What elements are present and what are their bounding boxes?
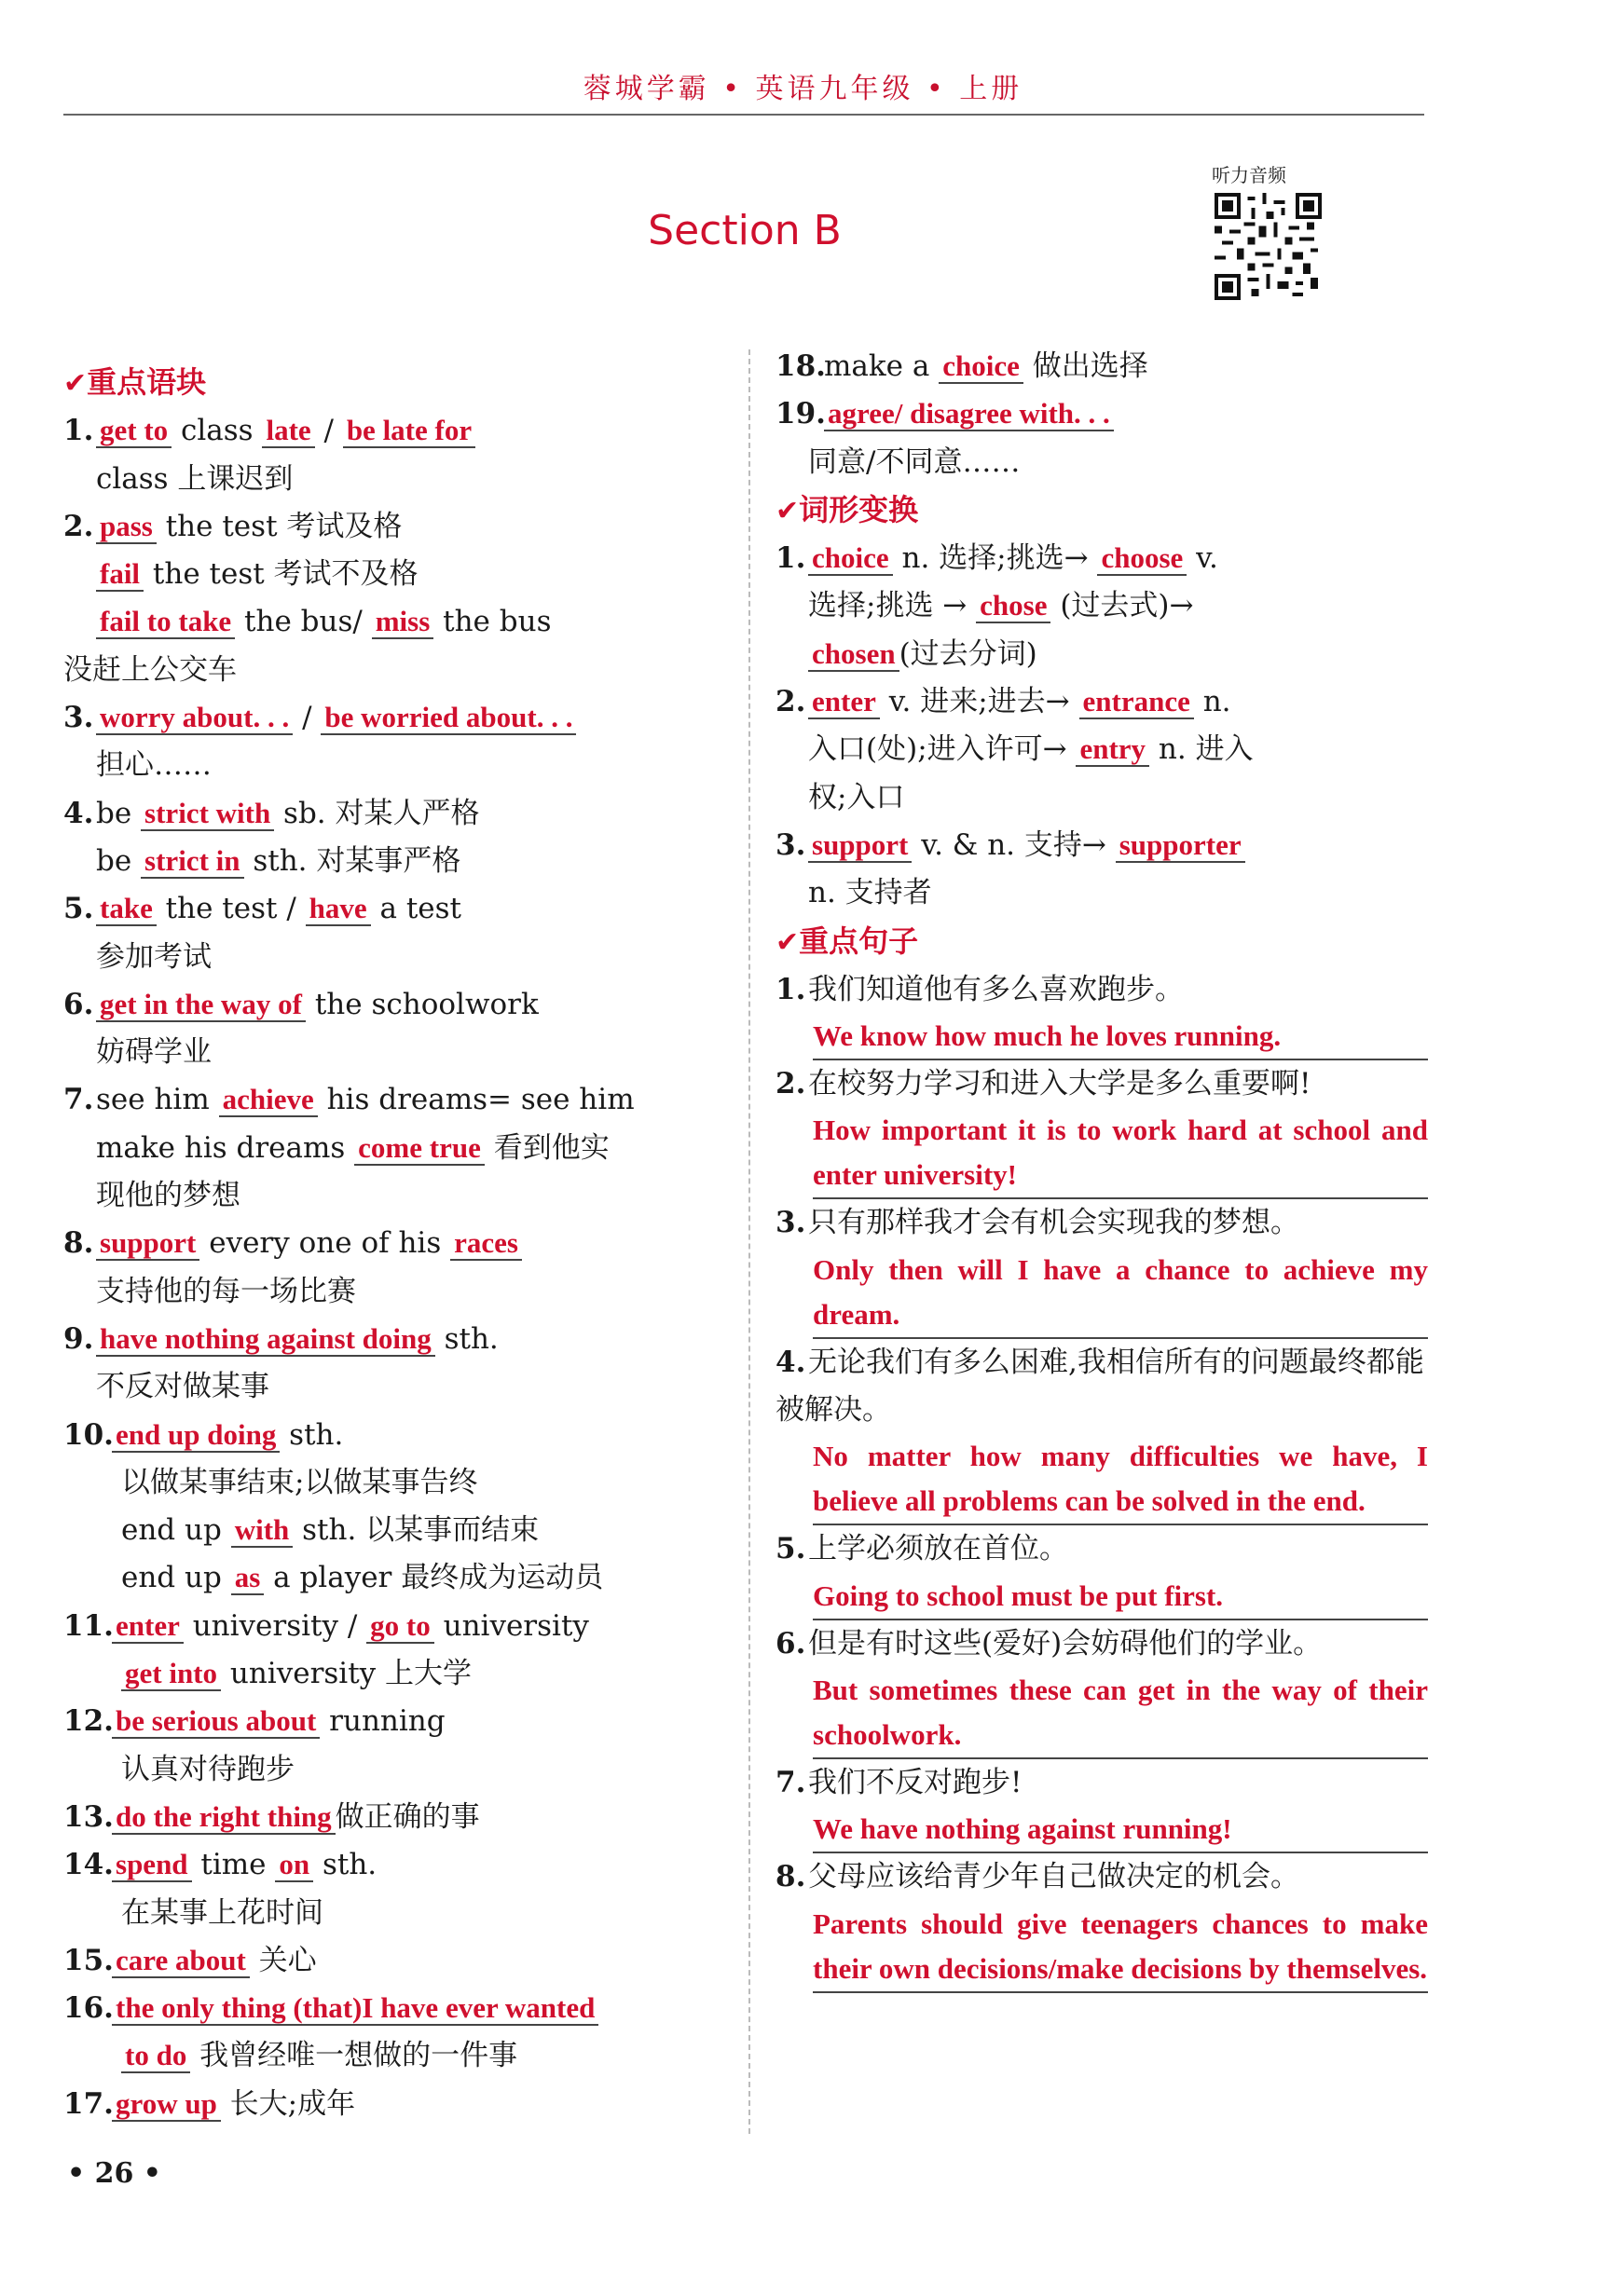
answer-blank[interactable]: supporter <box>1116 829 1245 863</box>
answer-blank[interactable]: worry about. . . <box>96 702 293 735</box>
phrase-text: the test / <box>156 892 306 926</box>
item-number: 8. <box>63 1226 94 1261</box>
phrase-row <box>63 1841 716 1889</box>
item-number: 15. <box>63 1943 114 1977</box>
answer-blank[interactable]: with <box>231 1514 294 1548</box>
phrase-row <box>776 822 1428 869</box>
phrase-row <box>63 1890 716 1937</box>
phrase-text: 关心 <box>249 1943 317 1977</box>
item-number: 12. <box>63 1704 114 1739</box>
phrase-text: v. 进来;进去→ <box>879 685 1079 719</box>
phrase-text: n. 支持者 <box>808 876 932 910</box>
phrase-row <box>63 1412 716 1459</box>
sentence-chinese <box>776 1199 1428 1247</box>
answer-blank[interactable]: choice <box>939 350 1023 384</box>
phrase-row <box>63 1698 716 1745</box>
item-number: 13. <box>63 1799 114 1834</box>
answer-blank[interactable]: fail to take <box>96 606 235 639</box>
phrase-text: university <box>433 1608 589 1643</box>
answer-blank[interactable]: spend <box>112 1849 192 1882</box>
item-number: 18. <box>776 349 826 383</box>
phrase-text: 同意/不同意…… <box>808 444 1021 479</box>
phrase-text: 以做某事结束;以做某事告终 <box>121 1465 478 1499</box>
phrase-row <box>776 535 1428 582</box>
sentence-answer[interactable]: We know how much he loves running. <box>813 1014 1428 1060</box>
phrase-row <box>63 1220 716 1267</box>
check-icon: ✔ <box>776 494 800 527</box>
phrase-row <box>63 2032 716 2080</box>
phrase-row <box>63 1268 716 1316</box>
phrase-text: running <box>320 1704 446 1739</box>
column-divider <box>748 349 750 2134</box>
check-icon: ✔ <box>776 925 800 959</box>
phrase-text: sth. <box>434 1321 499 1356</box>
item-number: 1. <box>63 414 94 448</box>
item-number: 5. <box>63 892 94 926</box>
answer-blank[interactable]: do the right thing <box>112 1801 336 1835</box>
phrase-text: n. 选择;挑选→ <box>892 541 1098 576</box>
item-number: 3. <box>63 701 94 735</box>
sentence-chinese-text: 我们不反对跑步! <box>808 1765 1023 1799</box>
sentence-answer[interactable]: Parents should give teenagers chances to make their own decisions/make decisions by themselves. <box>813 1902 1428 1993</box>
answer-blank[interactable]: races <box>450 1227 522 1261</box>
item-number: 10. <box>63 1417 114 1452</box>
phrase-row <box>63 1746 716 1794</box>
sentence-answer[interactable]: Only then will I have a chance to achieve my dream. <box>813 1248 1428 1339</box>
phrase-row <box>63 1650 716 1698</box>
item-number: 2. <box>776 1067 806 1101</box>
phrase-text: university / <box>183 1608 367 1643</box>
phrase-text: v. & n. 支持→ <box>912 827 1116 862</box>
sentence-chinese-text: 我们知道他有多么喜欢跑步。 <box>808 972 1184 1006</box>
phrase-text: 没赶上公交车 <box>63 652 237 687</box>
answer-blank[interactable]: to do <box>121 2040 190 2073</box>
phrase-row <box>63 742 716 789</box>
phrase-text: class 上课迟到 <box>96 461 294 496</box>
item-number: 8. <box>776 1860 806 1894</box>
phrase-text: time <box>191 1848 276 1882</box>
item-number: 17. <box>63 2086 114 2121</box>
sentence-item <box>776 1620 1428 1759</box>
answer-blank[interactable]: be worried about. . . <box>321 702 576 735</box>
sentence-chinese <box>776 1759 1428 1807</box>
phrase-row <box>63 790 716 838</box>
phrase-row <box>63 1985 716 2032</box>
phrase-text: the schoolwork <box>305 987 539 1021</box>
phrase-text: university 上大学 <box>221 1657 473 1691</box>
answer-blank[interactable]: the only thing (that)I have ever wanted <box>112 1992 598 2026</box>
phrase-row <box>63 1554 716 1602</box>
sentence-item <box>776 1060 1428 1199</box>
phrase-row <box>63 456 716 503</box>
phrase-row <box>63 2081 716 2128</box>
phrase-row <box>776 343 1428 390</box>
sentence-chinese <box>776 1525 1428 1573</box>
section-key-phrases-heading: ✔重点语块 <box>63 364 207 400</box>
phrase-text: a test <box>370 892 461 926</box>
sentence-chinese-text: 父母应该给青少年自己做决定的机会。 <box>808 1860 1299 1894</box>
sentence-chinese-text: 上学必须放在首位。 <box>808 1532 1068 1566</box>
check-icon: ✔ <box>63 367 88 400</box>
header-rule <box>63 114 1424 116</box>
answer-blank[interactable]: take <box>96 893 157 926</box>
answer-blank[interactable]: achieve <box>219 1084 318 1117</box>
sentence-answer[interactable]: No matter how many difficulties we have, I believe all problems can be solved in the end. <box>813 1434 1428 1525</box>
phrase-text: the bus/ <box>235 605 372 639</box>
answer-blank[interactable]: support <box>808 829 912 863</box>
phrase-text: 我曾经唯一想做的一件事 <box>190 2039 518 2073</box>
phrase-text: 担心…… <box>96 748 212 783</box>
phrase-text: n. 进入 <box>1149 732 1254 767</box>
phrase-row <box>63 407 716 455</box>
phrase-text: sth. 以某事而结束 <box>293 1513 540 1548</box>
phrase-text: n. <box>1193 685 1231 719</box>
sentence-item <box>776 1525 1428 1620</box>
item-number: 14. <box>63 1848 114 1882</box>
phrase-text: end up <box>121 1513 231 1548</box>
sentence-chinese <box>776 1620 1428 1668</box>
phrase-row <box>63 647 716 694</box>
item-number: 4. <box>776 1345 806 1379</box>
phrase-text: 做正确的事 <box>335 1799 480 1834</box>
phrase-text: 妨碍学业 <box>96 1035 212 1070</box>
sentence-item <box>776 1759 1428 1853</box>
phrase-text: 支持他的每一场比赛 <box>96 1274 356 1308</box>
answer-blank[interactable]: entry <box>1076 733 1149 767</box>
phrase-row <box>776 582 1428 630</box>
section-word-forms-heading: ✔词形变换 <box>776 491 919 527</box>
phrase-text: sth. <box>313 1848 377 1882</box>
phrase-row <box>776 631 1428 678</box>
phrase-row <box>63 1076 716 1124</box>
phrase-row <box>776 726 1428 773</box>
phrase-row <box>63 598 716 646</box>
answer-blank[interactable]: strict in <box>141 845 243 879</box>
key-sentences-list <box>776 966 1428 1993</box>
item-number: 7. <box>63 1083 94 1117</box>
sentence-chinese-text: 只有那样我才会有机会实现我的梦想。 <box>808 1206 1299 1240</box>
phrase-text: class <box>172 414 263 448</box>
qr-label: 听力音频 <box>1212 164 1286 186</box>
answer-blank[interactable]: grow up <box>112 2088 221 2122</box>
sentence-answer[interactable]: How important it is to work hard at school and enter university! <box>813 1108 1428 1199</box>
answer-blank[interactable]: go to <box>366 1610 434 1644</box>
answer-blank[interactable]: support <box>96 1227 199 1261</box>
item-number: 19. <box>776 397 826 431</box>
key-phrases-list-continued <box>776 343 1428 486</box>
answer-blank[interactable]: come true <box>354 1132 485 1166</box>
phrase-row <box>63 694 716 742</box>
item-number: 6. <box>63 987 94 1021</box>
phrase-row <box>63 551 716 598</box>
phrase-row <box>63 934 716 981</box>
phrase-text: sb. 对某人严格 <box>274 796 480 830</box>
phrase-row <box>63 503 716 551</box>
answer-blank[interactable]: end up doing <box>112 1419 280 1453</box>
phrase-row <box>776 390 1428 438</box>
word-forms-list <box>776 535 1428 917</box>
phrase-row <box>776 439 1428 486</box>
item-number: 2. <box>63 509 94 543</box>
phrase-row <box>63 1937 716 1985</box>
phrase-text: 权;入口 <box>808 780 905 814</box>
phrase-text: (过去式)→ <box>1050 589 1194 623</box>
item-number: 16. <box>63 1991 114 2026</box>
phrase-text: 认真对待跑步 <box>121 1752 295 1786</box>
sentence-chinese-text: 在校努力学习和进入大学是多么重要啊! <box>808 1067 1311 1101</box>
phrase-text: the test 考试不及格 <box>144 557 419 592</box>
qr-code-icon[interactable] <box>1215 193 1322 300</box>
sentence-item <box>776 1199 1428 1338</box>
phrase-row <box>63 1459 716 1507</box>
phrase-row <box>63 1363 716 1411</box>
page-number: • 26 • <box>67 2157 161 2190</box>
sentence-item <box>776 1339 1428 1526</box>
sentence-chinese <box>776 966 1428 1014</box>
phrase-row <box>63 981 716 1029</box>
item-number: 5. <box>776 1532 806 1566</box>
answer-blank[interactable]: pass <box>96 511 157 544</box>
answer-blank[interactable]: get in the way of <box>96 989 306 1022</box>
phrase-text: 在某事上花时间 <box>121 1895 323 1930</box>
phrase-row <box>63 1794 716 1841</box>
phrase-text: 入口(处);进入许可→ <box>808 732 1077 767</box>
answer-blank[interactable]: miss <box>372 606 434 639</box>
answer-blank[interactable]: enter <box>112 1610 184 1644</box>
answer-blank[interactable]: care about <box>112 1945 250 1978</box>
item-number: 3. <box>776 827 806 862</box>
phrase-row <box>63 838 716 885</box>
phrase-text: the test 考试及格 <box>156 509 403 543</box>
answer-blank[interactable]: as <box>231 1562 265 1595</box>
left-column <box>63 359 716 2128</box>
answer-blank[interactable]: chosen <box>808 638 899 672</box>
phrase-text: 选择;挑选 → <box>808 589 977 623</box>
phrase-text: be <box>96 843 142 878</box>
answer-blank[interactable]: have nothing against doing <box>96 1323 435 1357</box>
item-number: 3. <box>776 1206 806 1240</box>
answer-blank[interactable]: on <box>275 1849 313 1882</box>
right-column <box>776 343 1428 1993</box>
sentence-chinese-text: 但是有时这些(爱好)会妨碍他们的学业。 <box>808 1626 1323 1660</box>
running-header: 蓉城学霸 • 英语九年级 • 上册 <box>583 73 1023 105</box>
answer-blank[interactable]: be serious about <box>112 1705 320 1739</box>
sentence-answer[interactable]: But sometimes these can get in the way of their schoolwork. <box>813 1668 1428 1759</box>
phrase-row <box>776 678 1428 726</box>
answer-blank[interactable]: enter <box>808 686 880 719</box>
item-number: 7. <box>776 1765 806 1799</box>
phrase-text: see him <box>96 1083 219 1117</box>
sentence-chinese <box>776 1060 1428 1108</box>
phrase-text: 看到他实 <box>484 1130 610 1165</box>
phrase-row <box>776 774 1428 822</box>
answer-blank[interactable]: strict with <box>141 798 274 831</box>
phrase-text: 不反对做某事 <box>96 1370 269 1404</box>
phrase-row <box>63 1029 716 1076</box>
item-number: 2. <box>776 685 806 719</box>
answer-blank[interactable]: late <box>262 415 314 448</box>
sentence-answer[interactable]: Going to school must be put first. <box>813 1574 1428 1620</box>
sentence-answer[interactable]: We have nothing against running! <box>813 1807 1428 1853</box>
page-title: Section B <box>648 207 842 254</box>
phrase-text: / <box>314 414 343 448</box>
phrase-text: sth. <box>280 1417 344 1452</box>
phrase-row <box>63 1172 716 1220</box>
phrase-text: a player 最终成为运动员 <box>264 1561 604 1595</box>
phrase-row <box>63 1507 716 1554</box>
answer-blank[interactable]: be late for <box>343 415 475 448</box>
phrase-text: sth. 对某事严格 <box>243 843 461 878</box>
phrase-text: make his dreams <box>96 1130 355 1165</box>
key-phrases-list <box>63 407 716 2128</box>
phrase-text: / <box>293 701 322 735</box>
phrase-text: (过去分词) <box>899 636 1037 671</box>
item-number: 4. <box>63 796 94 830</box>
answer-blank[interactable]: get to <box>96 415 172 448</box>
sentence-chinese-text: 无论我们有多么困难,我相信所有的问题最终都能被解决。 <box>776 1345 1424 1428</box>
item-number: 6. <box>776 1626 806 1660</box>
phrase-text: 参加考试 <box>96 939 212 974</box>
phrase-text: every one of his <box>199 1226 451 1261</box>
phrase-text: 做出选择 <box>1023 349 1148 383</box>
sentence-chinese <box>776 1339 1428 1435</box>
phrase-row <box>63 1316 716 1363</box>
item-number: 1. <box>776 541 806 576</box>
phrase-text: v. <box>1187 541 1218 576</box>
answer-blank[interactable]: entrance <box>1079 686 1194 719</box>
sentence-chinese <box>776 1853 1428 1901</box>
phrase-text: 长大;成年 <box>220 2086 356 2121</box>
phrase-row <box>63 1125 716 1172</box>
section-key-sentences-heading: ✔重点句子 <box>776 922 919 959</box>
item-number: 9. <box>63 1321 94 1356</box>
answer-blank[interactable]: get into <box>121 1658 221 1691</box>
phrase-text: end up <box>121 1561 231 1595</box>
answer-blank[interactable]: chose <box>976 590 1050 623</box>
item-number: 11. <box>63 1608 114 1643</box>
phrase-row <box>776 869 1428 917</box>
phrase-text: 现他的梦想 <box>96 1179 240 1213</box>
phrase-row <box>63 885 716 933</box>
phrase-row <box>63 1603 716 1650</box>
answer-blank[interactable]: choose <box>1097 542 1187 576</box>
phrase-text: make a <box>824 349 940 383</box>
sentence-item <box>776 966 1428 1060</box>
phrase-text: be <box>96 796 142 830</box>
sentence-item <box>776 1853 1428 1992</box>
answer-blank[interactable]: fail <box>96 558 144 592</box>
item-number: 1. <box>776 972 806 1006</box>
phrase-text: his dreams= see him <box>317 1083 635 1117</box>
answer-blank[interactable]: have <box>306 893 371 926</box>
answer-blank[interactable]: agree/ disagree with. . . <box>824 398 1114 431</box>
phrase-text: the bus <box>433 605 552 639</box>
answer-blank[interactable]: choice <box>808 542 893 576</box>
